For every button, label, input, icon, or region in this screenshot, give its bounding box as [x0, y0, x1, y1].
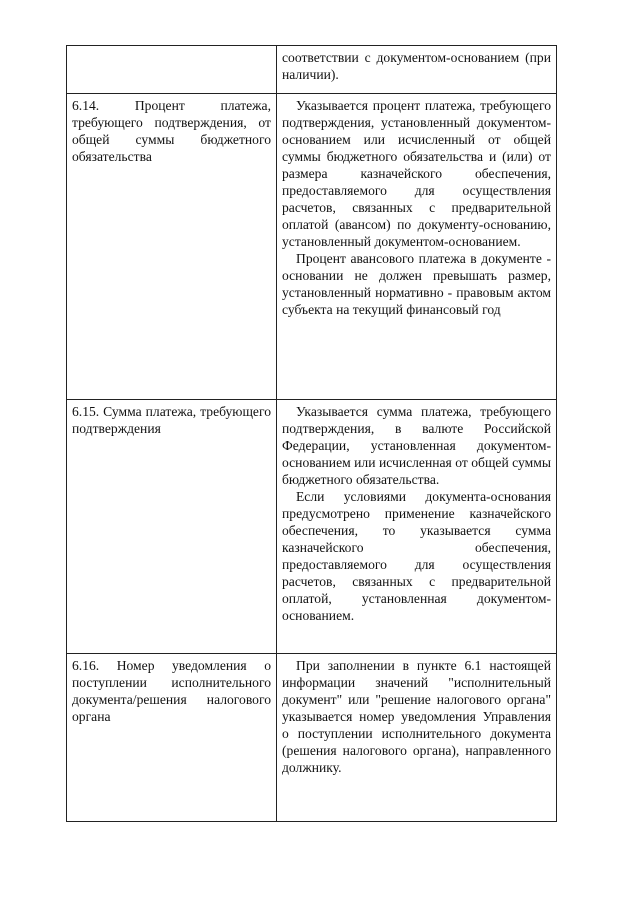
- description-paragraph: Указывается процент платежа, требующего подтверждения, установленный документом-основанием или исчисленный от общей суммы бюджетного обязательства и (или) от размера казначейского обеспечения, предоставляемого для осуществления расчетов, связанных с предварительной оплатой (авансом) по документу-основанию, установленный документом-основанием.: [282, 98, 551, 249]
- table-row: [67, 654, 557, 822]
- row-description-cell: [277, 46, 557, 94]
- description-paragraph: Процент авансового платежа в документе - основании не должен превышать размер, установленный нормативно - правовым актом субъекта на текущий финансовый год: [282, 251, 551, 317]
- document-table: [66, 45, 557, 822]
- table-row: [67, 94, 557, 400]
- row-description-cell: [277, 654, 557, 822]
- row-label-cell: [67, 46, 277, 94]
- description-paragraph: При заполнении в пункте 6.1 настоящей информации значений "исполнительный документ" или "решение налогового органа" указывается номер уведомления Управления о поступлении исполнительного документа (решения налогового органа), направленного должнику.: [282, 658, 551, 775]
- description-paragraph: Указывается сумма платежа, требующего подтверждения, в валюте Российской Федерации, установленная документом-основанием или исчисленная от общей суммы бюджетного обязательства.: [282, 404, 551, 487]
- description-paragraph: соответствии с документом-основанием (при наличии).: [282, 50, 551, 82]
- row-description-cell: [277, 94, 557, 400]
- row-label-cell: 6.15. Сумма платежа, требующего подтверждения: [67, 400, 277, 654]
- row-label-cell: 6.14. Процент платежа, требующего подтверждения, от общей суммы бюджетного обязательства: [67, 94, 277, 400]
- description-paragraph: Если условиями документа-основания предусмотрено применение казначейского обеспечения, то указывается сумма казначейского обеспечения, предоставляемого для осуществления расчетов, связанных с предварительной оплатой, установленная документом-основанием.: [282, 489, 551, 623]
- table-row: [67, 46, 557, 94]
- table-row: [67, 400, 557, 654]
- row-description-cell: [277, 400, 557, 654]
- row-label-cell: 6.16. Номер уведомления о поступлении исполнительного документа/решения налогового органа: [67, 654, 277, 822]
